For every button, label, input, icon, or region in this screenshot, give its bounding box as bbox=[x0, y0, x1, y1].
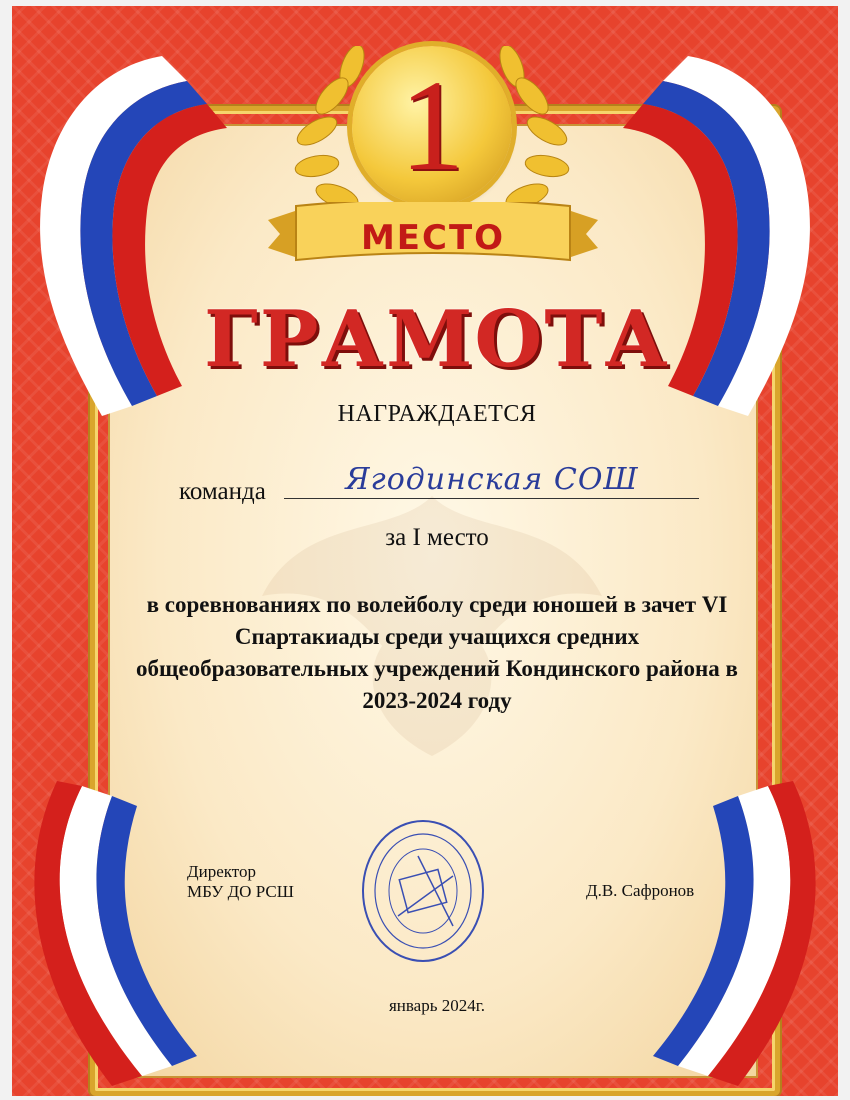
flag-ribbon-bottom-left bbox=[12, 776, 212, 1096]
competition-description: в соревнованиях по волейболу среди юношей в зачет VI Спартакиады среди учащихся средних общеобразовательных учреждений Кондинского района в 2023-2024 году bbox=[136, 592, 738, 713]
team-label: команда bbox=[179, 478, 266, 505]
team-underline bbox=[284, 498, 699, 499]
signer-name: Д.В. Сафронов bbox=[586, 881, 695, 900]
official-stamp bbox=[358, 816, 488, 966]
flag-ribbon-bottom-right bbox=[638, 776, 838, 1096]
place-text: за I место bbox=[385, 524, 489, 551]
director-title-line2: МБУ ДО РСШ bbox=[187, 882, 294, 901]
issue-date: январь 2024г. bbox=[388, 996, 486, 1015]
certificate-sheet bbox=[12, 6, 838, 1096]
certificate-title: ГРАМОТА bbox=[204, 294, 670, 385]
place-word: МЕСТО bbox=[360, 218, 506, 258]
place-number: 1 bbox=[399, 54, 465, 198]
awarded-label: НАГРАЖДАЕТСЯ bbox=[337, 401, 537, 427]
director-title-line1: Директор bbox=[187, 862, 256, 881]
director-title bbox=[187, 862, 294, 902]
team-name-handwritten: Ягодинская СОШ bbox=[345, 462, 639, 497]
